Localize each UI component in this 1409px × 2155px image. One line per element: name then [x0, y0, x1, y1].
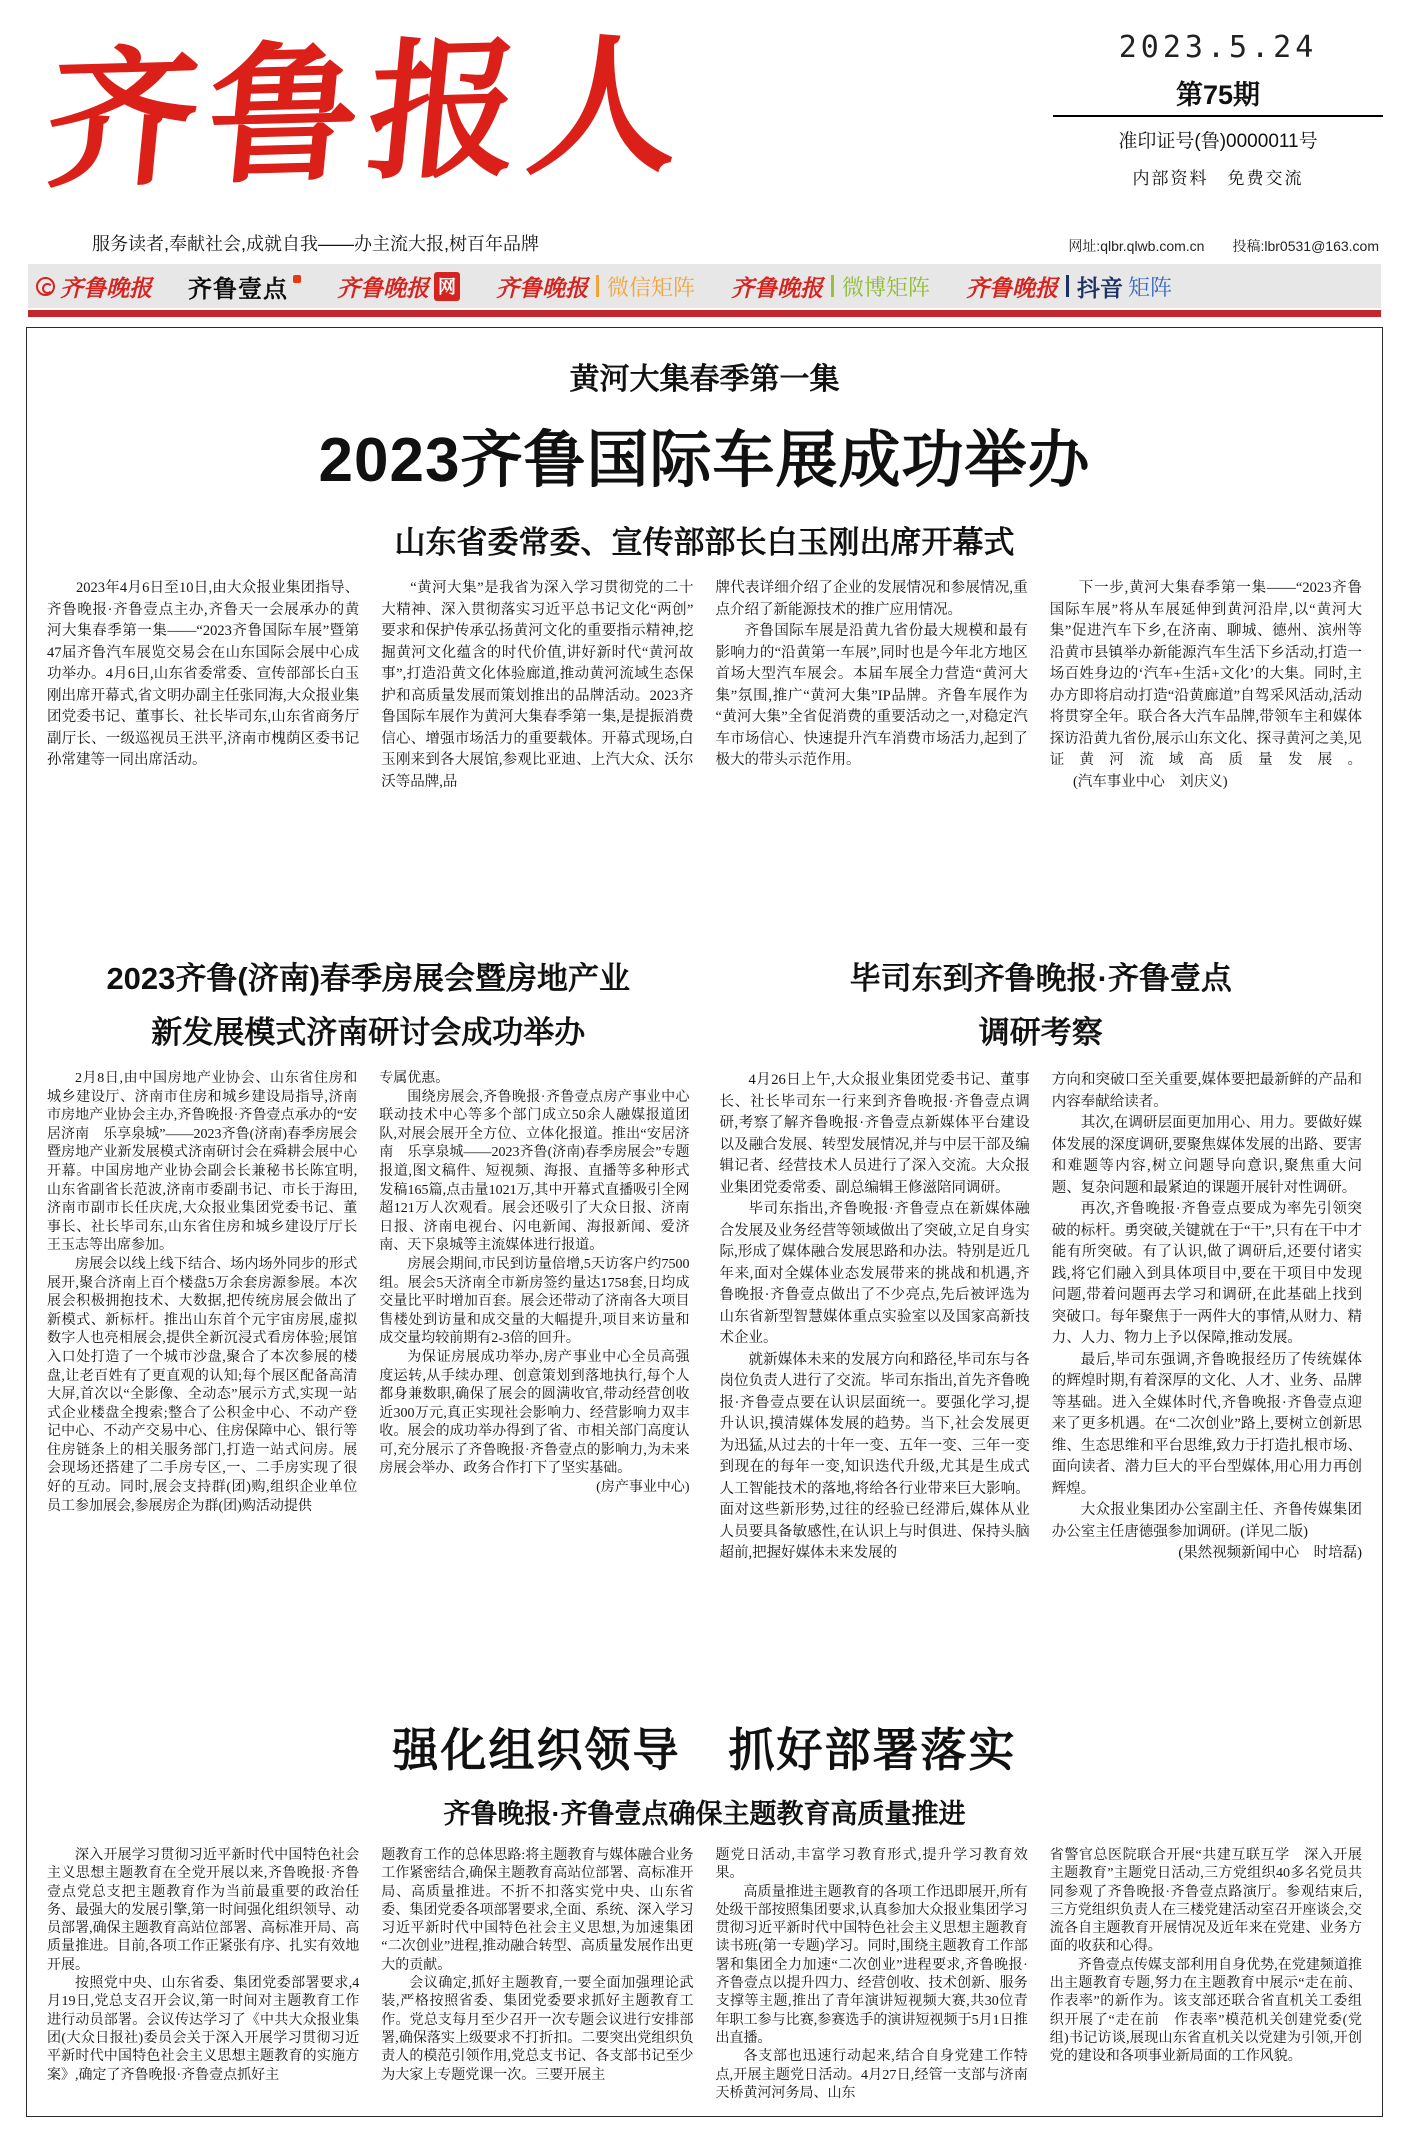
headline-line: 毕司东到齐鲁晚报·齐鲁壹点 — [849, 961, 1232, 996]
article-housing-expo — [47, 952, 690, 1690]
matrix-label: 矩阵 — [1128, 274, 1173, 300]
web-badge-icon: 网 — [434, 272, 460, 301]
article-paragraph: 再次,齐鲁晚报·齐鲁壹点要成为率先引领突破的标杆。勇突破,关键就在于“干”,只有在干中才能有所突破。有了认识,做了调研后,还要付诸实践,将它们融入到具体项目中,要在干项目中发现问题,带着问题再去学习和调研,在此基础上找到突破口。每年聚焦于一两件大的事情,从财力、精力、人力、物力上予以保障,推动发展。 — [1051, 1201, 1362, 1346]
masthead-logo: 齐鲁报人 — [39, 16, 699, 210]
brand-bar — [28, 264, 1381, 308]
red-divider — [28, 310, 1381, 317]
article-paragraph: 毕司东指出,齐鲁晚报·齐鲁壹点在新媒体融合发展及业务经营等领域做出了突破,立足自身实际,形成了媒体融合发展思路和办法。特别是近几年来,面对全媒体业态发展带来的挑战和机遇,齐鲁晚报·齐鲁壹点做出了不少亮点,先后被评选为山东省新型智慧媒体重点实验室以及国家高新技术企业。 — [719, 1201, 1030, 1346]
article-paragraph: 齐鲁国际车展是沿黄九省份最大规模和最有影响力的“沿黄第一车展”,同时也是今年北方地区首场大型汽车展会。本届车展全力营造“黄河大集”氛围,推广“黄河大集”IP品牌。齐鲁车展作为“黄河大集”全省促消费的重要活动之一,对稳定汽车市场信心、快速提升汽车消费市场活力,起到了极大的带头示范作用。 — [715, 623, 1028, 768]
article-paragraph: 为保证房展成功举办,房产事业中心全员高强度运转,从手续办理、创意策划到落地执行,每个人都身兼数职,确保了展会的圆满收官,带动经营创收近300万元,真正实现社会影响力、经营影响力双丰收。展会的成功举办得到了省、市相关部门高度认可,充分展示了齐鲁晚报·齐鲁壹点的影响力,为未来房展会举办、政务合作打下了坚实基础。 — [379, 1349, 690, 1477]
article-paragraph: 方向和突破口至关重要,媒体要把最新鲜的产品和内容奉献给读者。 — [1051, 1072, 1362, 1110]
matrix-label: 微信矩阵 — [607, 274, 696, 300]
body-column — [381, 578, 693, 930]
brand-label: 齐鲁晚报 — [60, 274, 152, 302]
byline: (汽车事业中心 刘庆义) — [1072, 773, 1228, 790]
article-paragraph: 按照党中央、山东省委、集团党委部署要求,4月19日,党总支召开会议,第一时间对主题教育工作进行动员部署。会议传达学习了《中共大众报业集团(大众日报社)委员会关于深入开展学习贯彻习近平新时代中国特色社会主义思想主题教育的实施方案》,确定了齐鲁晚报·齐鲁壹点抓好主 — [47, 1976, 360, 2083]
divider — [596, 275, 599, 297]
article-headline: 强化组织领导 抓好部署落实 — [392, 1724, 1017, 1776]
article-paragraph: 大众报业集团办公室副主任、齐鲁传媒集团办公室主任唐德强参加调研。(详见二版) — [1051, 1502, 1362, 1540]
article-paragraph: 房展会以线上线下结合、场内场外同步的形式展开,聚合济南上百个楼盘5万余套房源参展。本次展会积极拥抱技术、大数据,把传统房展会做出了新模式、新标杆。推出山东首个元宇宙房展,虚拟数字人也亮相展会,提供全新沉浸式看房体验;展馆入口处打造了一个城市沙盘,聚合了本次参展的楼盘,让老百姓有了更直观的认知;每个展区配备高清大屏,首次以“全影像、全动态”展示方式,实现一站式企业楼盘全搜索;整合了公积金中心、不动产登记中心、不动产交易中心、住房保障中心、银行等住房链条上的相关服务部门,打造一站式问房。展会现场还搭建了二手房专区,一、二手房实现了很好的互动。同时,展会支持群(团)购,组织企业单位员工参加展会,参展房企为群(团)购活动提供 — [47, 1256, 358, 1514]
article-headline: 2023齐鲁国际车展成功举办 — [318, 426, 1091, 495]
byline: (果然视频新闻中心 时培磊) — [1178, 1545, 1362, 1561]
masthead — [0, 0, 1409, 226]
divider — [1066, 275, 1069, 297]
body-column — [1052, 1070, 1362, 1690]
brand-label: 齐鲁壹点 — [188, 275, 288, 303]
article-paragraph: 题党日活动,丰富学习教育形式,提升学习教育效果。 — [715, 1848, 1028, 1882]
article-paragraph: 省警官总医院联合开展“共建互联互学 深入开展主题教育”主题党日活动,三方党组织40多名党员共同参观了齐鲁晚报·齐鲁壹点路演厅。参观结束后,三方党组织负责人在三楼党建活动室召开座谈会,交流各自主题教育开展情况及近年来在党建、业务方面的收获和心得。 — [1049, 1848, 1362, 1955]
brand-wechat-matrix — [496, 270, 695, 303]
headline-line: 新发展模式济南研讨会成功举办 — [151, 1015, 586, 1050]
red-dot-icon — [293, 275, 301, 283]
internal-note: 内部资料 免费交流 — [1132, 169, 1304, 188]
body-column — [1050, 1847, 1362, 2149]
masthead-info — [1053, 16, 1383, 226]
article-paragraph: 就新媒体未来的发展方向和路径,毕司东与各岗位负责人进行了交流。毕司东指出,首先齐鲁晚报·齐鲁壹点要在认识层面统一。要强化学习,提升认识,摸清媒体发展的趋势。当下,社会发展更为迅猛,从过去的十年一变、五年一变、三年一变到现在的每年一变,知识迭代升级,尤其是生成式人工智能技术的落地,将给各行业带来巨大影响。面对这些新形势,过往的经验已经滞后,媒体从业人员要具备敏感性,在认识上与时俱进、保持头脑超前,把握好媒体未来发展的 — [719, 1351, 1030, 1561]
article-paragraph: 深入开展学习贯彻习近平新时代中国特色社会主义思想主题教育在全党开展以来,齐鲁晚报·齐鲁壹点党总支把主题教育作为当前最重要的政治任务、最强大的发展引擎,第一时间强化组织领导、动员部署,确保主题教育高站位部署、高标准开局、高质量推进。目前,各项工作正紧张有序、扎实有效地开展。 — [47, 1848, 360, 1973]
byline: (房产事业中心) — [596, 1480, 690, 1496]
article-paragraph: 房展会期间,市民到访量倍增,5天访客户约7500组。展会5天济南全市新房签约量达1758套,日均成交量比平时增加百套。展会还带动了济南各大项目售楼处到访量和成交量的大幅提升,项目来访量和成交量均较前期有2-3倍的回升。 — [379, 1256, 690, 1347]
article-theme-education — [47, 1714, 1362, 2149]
brand-label: 齐鲁晚报 — [496, 274, 588, 302]
headline-line: 调研考察 — [978, 1015, 1103, 1050]
headline-line: 2023齐鲁(济南)春季房展会暨房地产业 — [106, 961, 631, 996]
body-column — [716, 578, 1028, 930]
brand-label: 齐鲁晚报 — [337, 274, 429, 302]
article-research-visit — [720, 952, 1363, 1690]
article-paragraph: 牌代表详细介绍了企业的发展情况和参展情况,重点介绍了新能源技术的推广应用情况。 — [715, 580, 1028, 618]
body-column — [381, 1847, 693, 2149]
article-body — [720, 1070, 1363, 1690]
article-paragraph: 高质量推进主题教育的各项工作迅即展开,所有处级干部按照集团要求,认真参加大众报业集团学习贯彻习近平新时代中国特色社会主义思想主题教育读书班(第一专题)学习。同时,围绕主题教育工作部署和集团全力加速“二次创业”进程要求,齐鲁晚报·齐鲁壹点以提升四力、经营创收、技术创新、服务支撑等主题,推出了青年演讲短视频大赛,共30位青年职工参与比赛,参赛选手的演讲短视频于5月1日推出直播。 — [715, 1884, 1028, 2046]
article-paragraph — [1050, 578, 1362, 793]
brand-label: 齐鲁晚报 — [966, 274, 1059, 302]
contact-info — [1068, 236, 1379, 256]
body-column — [720, 1070, 1030, 1690]
article-subheadline: 山东省委常委、宣传部部长白玉刚出席开幕式 — [394, 525, 1015, 560]
brand-douyin-matrix — [966, 270, 1172, 303]
issue-number-row — [1053, 65, 1383, 117]
article-paragraph: 最后,毕司东强调,齐鲁晚报经历了传统媒体的辉煌时期,有着深厚的文化、人才、业务、品牌等基础。进入全媒体时代,齐鲁晚报·齐鲁壹点迎来了更多机遇。在“二次创业”路上,要树立创新思维、生态思维和平台思维,致力于打造扎根市场、面向读者、潜力巨大的平台型媒体,用心用力再创辉煌。 — [1051, 1351, 1362, 1497]
article-paragraph: 2023年4月6日至10日,由大众报业集团指导、齐鲁晚报·齐鲁壹点主办,齐鲁天一会展承办的黄河大集春季第一集——“2023齐鲁国际车展”暨第47届齐鲁汽车展览交易会在山东国际会展中心成功举办。4月6日,山东省委常委、宣传部部长白玉刚出席开幕式,省文明办副主任张同海,大众报业集团党委书记、董事长、社长毕司东,山东省商务厅副厅长、一级巡视员王洪平,济南市槐荫区委书记孙常建等一同出席活动。 — [47, 580, 360, 768]
article-paragraph: 其次,在调研层面更加用心、用力。要做好媒体发展的深度调研,要聚焦媒体发展的出路、要害和难题等内容,树立问题导向意识,聚焦重大问题、复杂问题和最紧迫的课题开展针对性调研。 — [1051, 1115, 1362, 1196]
website-text: 网址:qlbr.qlwb.com.cn — [1068, 238, 1205, 254]
article-body — [47, 1070, 690, 1690]
body-column — [47, 1847, 359, 2149]
issue-number: 第75期 — [1175, 80, 1261, 110]
article-paragraph: 4月26日上午,大众报业集团党委书记、董事长、社长毕司东一行来到齐鲁晚报·齐鲁壹点调研,考察了解齐鲁晚报·齐鲁壹点新媒体平台建设以及融合发展、转型发展情况,并与中层干部及编辑记者、经营技术人员进行了深入交流。大众报业集团党委常委、副总编辑王修滋陪同调研。 — [719, 1072, 1030, 1196]
article-paragraph: 会议确定,抓好主题教育,一要全面加强理论武装,严格按照省委、集团党委要求抓好主题教育工作。党总支每月至少召开一次专题会议进行安排部署,确保落实上级要求不打折扣。二要突出党组织负责人的模范引领作用,党总支书记、各支部书记至少为大家上专题党课一次。三要开展主 — [381, 1976, 694, 2083]
article-subheadline: 齐鲁晚报·齐鲁壹点确保主题教育高质量推进 — [443, 1799, 966, 1829]
divider — [831, 275, 834, 297]
body-column — [1050, 578, 1362, 930]
body-column — [47, 1070, 357, 1690]
brand-qilu-wanbao-wang — [337, 270, 460, 303]
brand-weibo-matrix — [731, 270, 930, 303]
article-headline — [47, 952, 690, 1064]
paragraph-text: 下一步,黄河大集春季第一集——“2023齐鲁国际车展”将从车展延伸到黄河沿岸,以“黄河大集”促进汽车下乡,在济南、聊城、德州、滨州等沿黄市县镇举办新能源汽车生活下乡活动,打造一场百姓身边的‘汽车+生活+文化’的大集。同时,主办方即将启动打造“沿黄廊道”自驾采风活动,活动将贯穿全年。联合各大汽车品牌,带领车主和媒体探访沿黄九省份,展示山东文化、探寻黄河之美,见证黄河流域高质量发展。 — [1049, 580, 1362, 768]
article-paragraph: 齐鲁壹点传媒支部利用自身优势,在党建频道推出主题教育专题,努力在主题教育中展示“走在前、作表率”的新作为。该支部还联合省直机关工委组织开展了“走在前 作表率”模范机关创建党委(党组)书记访谈,展现山东省直机关以党建为引领,开创党的建设和各项事业新局面的工作风貌。 — [1049, 1957, 1362, 2065]
article-paragraph: 围绕房展会,齐鲁晚报·齐鲁壹点房产事业中心联动技术中心等多个部门成立50余人融媒报道团队,对展会展开全方位、立体化报道。推出“安居济南 乐享泉城——2023齐鲁(济南)春季房展会”专题报道,图文稿件、短视频、海报、直播等多种形式发稿165篇,点击量1021万,其中开幕式直播吸引全网超121万人次观看。展会还吸引了大众日报、济南日报、济南电视台、闪电新闻、海报新闻、爱济南、天下泉城等主流媒体进行报道。 — [379, 1089, 690, 1254]
article-paragraph: 各支部也迅速行动起来,结合自身党建工作特点,开展主题党日活动。4月27日,经管一支部与济南天桥黄河河务局、山东 — [715, 2049, 1028, 2101]
slogan-row — [0, 226, 1409, 264]
article-car-expo — [47, 354, 1362, 930]
article-body — [47, 578, 1362, 930]
article-headline — [720, 952, 1363, 1064]
article-paragraph: 题教育工作的总体思路:将主题教育与媒体融合业务工作紧密结合,确保主题教育高站位部署、高标准开局、高质量推进。不折不扣落实党中央、山东省委、集团党委各项部署要求,全面、系统、深入学习习近平新时代中国特色社会主义思想,为加速集团“二次创业”进程,推动融合转型、高质量发展作出更大的贡献。 — [381, 1848, 694, 1973]
brand-qilu-yidian — [188, 269, 301, 304]
issue-date: 2023.5.24 — [1118, 30, 1318, 65]
article-paragraph: 专属优惠。 — [379, 1071, 450, 1086]
submission-email-text: 投稿:lbr0531@163.com — [1232, 238, 1379, 254]
print-license: 准印证号(鲁)0000011号 — [1118, 131, 1318, 152]
brand-label: 齐鲁晚报 — [731, 274, 824, 302]
article-paragraph: “黄河大集”是我省为深入学习贯彻党的二十大精神、深入贯彻落实习近平总书记文化“两创”要求和保护传承弘扬黄河文化的重要指示精神,挖掘黄河文化蕴含的时代价值,讲好新时代“黄河故事”,打造沿黄文化体验廊道,推动黄河流域生态保护和高质量发展而策划推出的品牌活动。2023齐鲁国际车展作为黄河大集春季第一集,是提振消费信心、增强市场活力的重要载体。开幕式现场,白玉刚来到各大展馆,参观比亚迪、上汽大众、沃尔沃等品牌,品 — [381, 580, 694, 790]
qilu-wanbao-logo-icon — [36, 277, 55, 296]
article-body — [47, 1847, 1362, 2149]
body-column — [716, 1847, 1028, 2149]
articles-area — [26, 327, 1383, 2117]
matrix-label: 微博矩阵 — [842, 274, 931, 300]
brand-qilu-wanbao — [36, 270, 152, 303]
slogan-text: 服务读者,奉献社会,成就自我——办主流大报,树百年品牌 — [92, 234, 540, 254]
body-column — [379, 1070, 689, 1690]
article-kicker: 黄河大集春季第一集 — [569, 363, 840, 396]
two-article-row — [47, 952, 1362, 1690]
body-column — [47, 578, 359, 930]
douyin-label: 抖音 — [1077, 274, 1124, 301]
article-paragraph: 2月8日,由中国房地产业协会、山东省住房和城乡建设厅、济南市住房和城乡建设局指导,济南市房地产业协会主办,齐鲁晚报·齐鲁壹点承办的“安居济南 乐享泉城”——2023齐鲁(济南)春季房展会暨房地产业新发展模式济南研讨会在舜耕会展中心开幕。中国房地产业协会副会长兼秘书长陈宜明,山东省副省长范波,济南市委副书记、市长于海田,济南市副市长任庆虎,大众报业集团党委书记、董事长、社长毕司东,山东省住房和城乡建设厅厅长王玉志等出席参加。 — [47, 1071, 358, 1254]
